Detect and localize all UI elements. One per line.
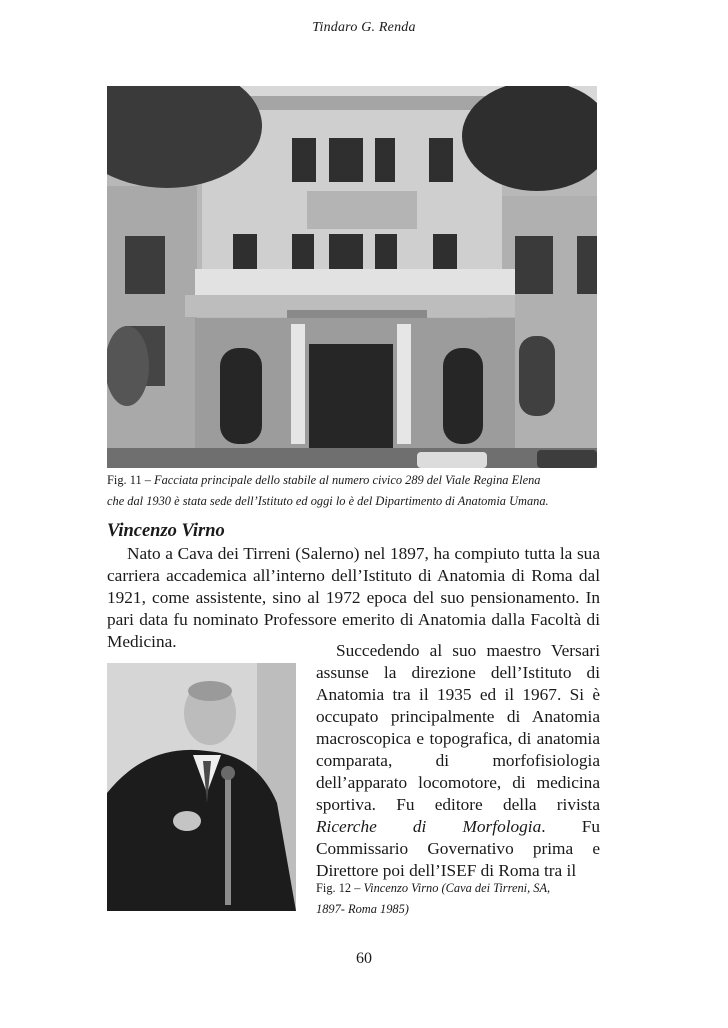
paragraph-1-text: Nato a Cava dei Tirreni (Salerno) nel 1897, ha compiuto tutta la sua carriera accademica all’interno dell’Istituto di Anatomia di Roma dal 1921, come assistente, sino al 1972 epoca del suo pensionamento. In pari data fu nominato Professore emerito di Anatomia dalla Facoltà di Medicina. xyxy=(107,544,600,651)
figure-11-caption-line-1 xyxy=(107,470,607,491)
section-heading: Vincenzo Virno xyxy=(107,521,225,541)
figure-12-caption-text: Vincenzo Virno (Cava dei Tirreni, SA, xyxy=(363,881,551,895)
page-number: 60 xyxy=(356,950,372,967)
paragraph-2 xyxy=(316,640,600,882)
figure-11-caption-line-2: che dal 1930 è stata sede dell’Istituto ed oggi lo è del Dipartimento di Anatomia Umana. xyxy=(107,494,549,508)
figure-11-label: Fig. 11 – xyxy=(107,473,155,487)
figure-11-caption xyxy=(107,470,607,512)
figure-12-label: Fig. 12 – xyxy=(316,881,364,895)
portrait-photo xyxy=(107,663,296,911)
running-head: Tindaro G. Renda xyxy=(312,20,416,35)
figure-12-caption xyxy=(316,878,600,920)
journal-title: Ricerche di Morfologia xyxy=(316,817,542,836)
figure-12-caption-line-1 xyxy=(316,878,600,899)
paragraph-2-part-2: . Fu Commissario Governativo prima e Direttore poi dell’ISEF di Roma tra il xyxy=(316,817,600,880)
paragraph-2-text xyxy=(316,640,600,882)
paragraph-2-part-1: Succedendo al suo maestro Versari assunse la direzione dell’Istituto di Anatomia tra il 1935 ed il 1967. Si è occupato principalmente di Anatomia macroscopica e topografica, di anatomia comparata, di morfofisiologia dell’apparato locomotore, di medicina sportiva. Fu editore della rivista xyxy=(316,641,600,814)
figure-11-caption-text: Facciata principale dello stabile al numero civico 289 del Viale Regina Elena xyxy=(154,473,541,487)
building-facade-photo xyxy=(107,86,597,468)
figure-12-caption-line-2: 1897- Roma 1985) xyxy=(316,902,409,916)
paragraph-1 xyxy=(107,543,600,653)
